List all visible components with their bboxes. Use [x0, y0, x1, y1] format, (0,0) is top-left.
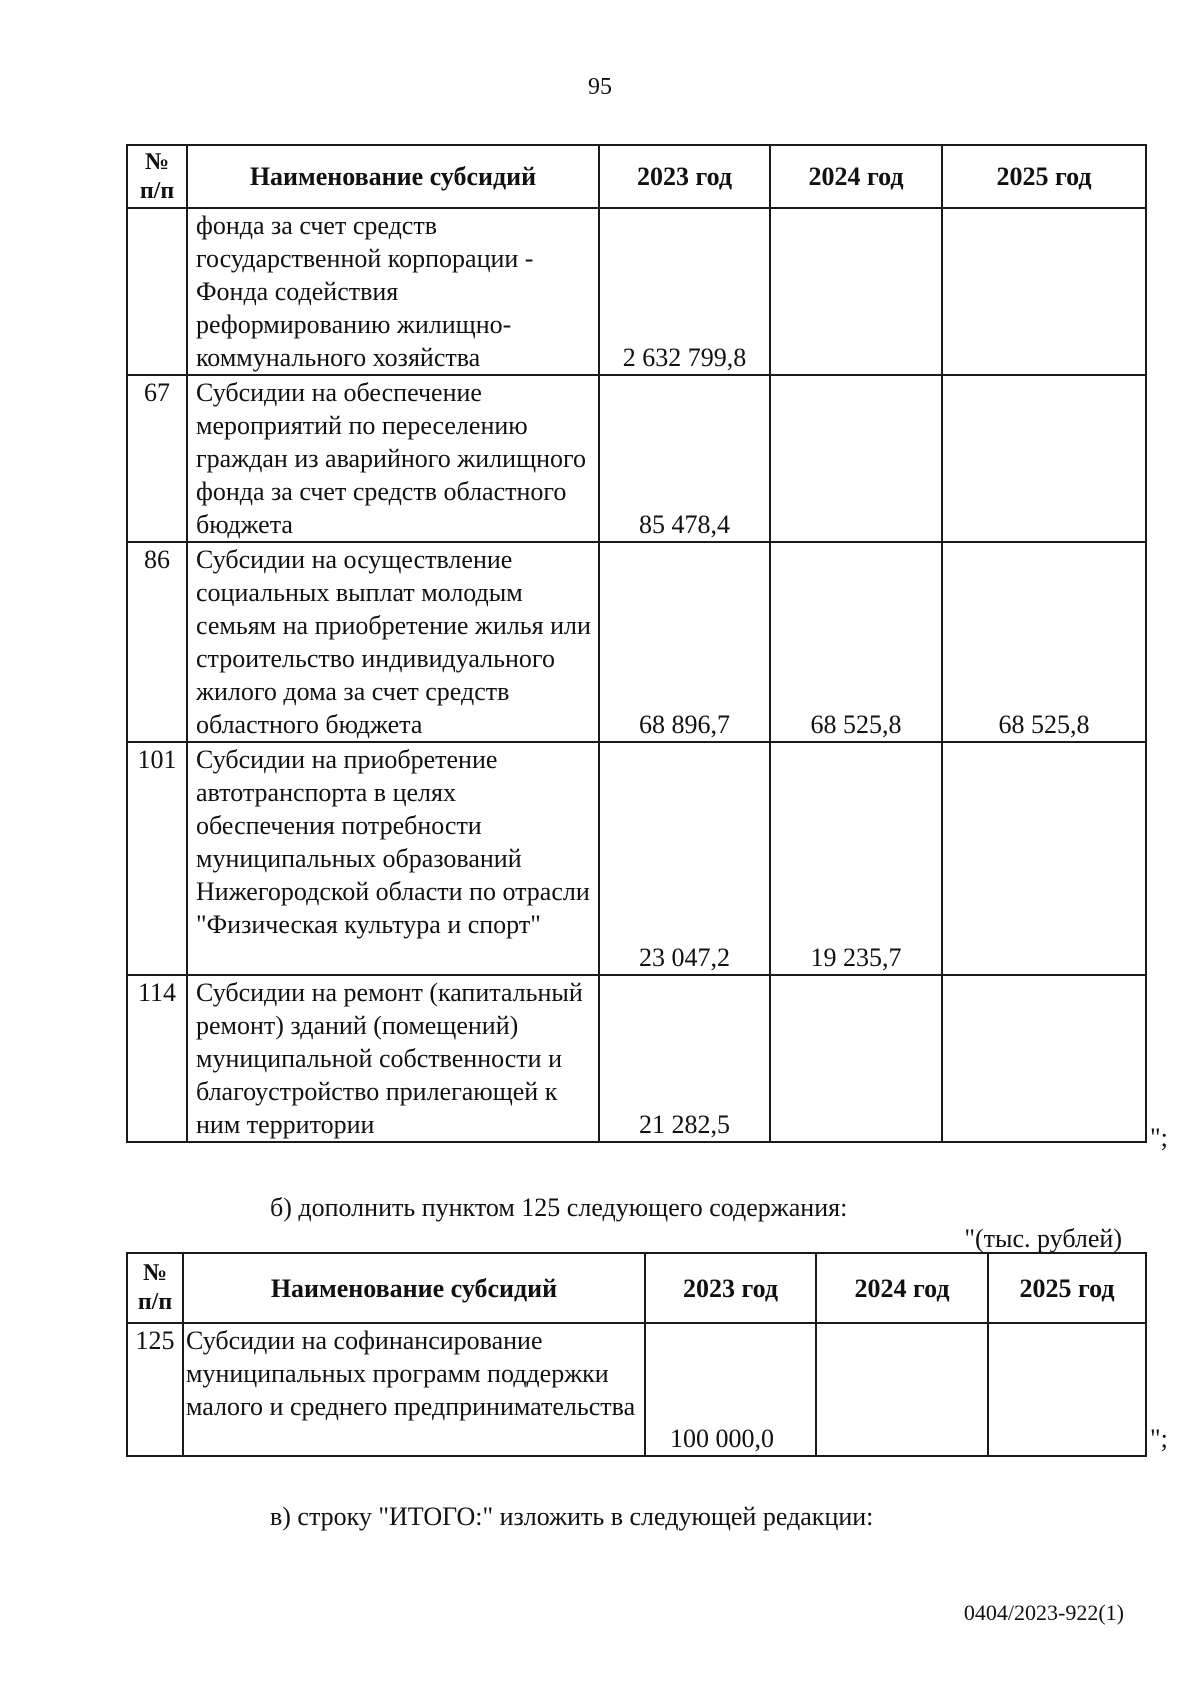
row-value-2025: [988, 1323, 1146, 1456]
subsidies-table: [126, 144, 1147, 1143]
row-value-2024: 68 525,8: [770, 542, 942, 742]
row-value-2024: [770, 208, 942, 375]
row-value-2024: [816, 1323, 988, 1456]
table-row: [127, 542, 1146, 742]
row-name: Субсидии на ремонт (капитальный ремонт) зданий (помещений) муниципальной собственности и благоустройство прилегающей к ним территории: [187, 975, 599, 1142]
column-header-2025: 2025 год: [988, 1253, 1146, 1323]
row-value-2025: 68 525,8: [942, 542, 1146, 742]
row-number: 114: [127, 975, 187, 1142]
row-value-2025: [942, 742, 1146, 975]
row-name: Субсидии на осуществление социальных выплат молодым семьям на приобретение жилья или строительство индивидуального жилого дома за счет средств областного бюджета: [187, 542, 599, 742]
table-row: [127, 975, 1146, 1142]
row-number: 101: [127, 742, 187, 975]
column-header-number: № п/п: [127, 1253, 183, 1323]
document-code: 0404/2023-922(1): [963, 1600, 1124, 1625]
row-name: Субсидии на софинансирование муниципальных программ поддержки малого и среднего предпринимательства: [183, 1323, 645, 1456]
column-header-number: № п/п: [127, 145, 187, 208]
row-number: 86: [127, 542, 187, 742]
closing-quote: ";: [1150, 1424, 1168, 1453]
row-name: Субсидии на обеспечение мероприятий по переселению граждан из аварийного жилищного фонда за счет средств областного бюджета: [187, 375, 599, 542]
page-number: 95: [588, 74, 612, 100]
subsidies-table-addition: [126, 1252, 1147, 1457]
row-value-2025: [942, 208, 1146, 375]
row-value-2023: 100 000,0: [645, 1323, 816, 1456]
row-value-2025: [942, 375, 1146, 542]
row-value-2023: 23 047,2: [599, 742, 770, 975]
row-value-2024: 19 235,7: [770, 742, 942, 975]
column-header-2023: 2023 год: [645, 1253, 816, 1323]
table-row: [127, 742, 1146, 975]
row-value-2024: [770, 975, 942, 1142]
column-header-2024: 2024 год: [770, 145, 942, 208]
paragraph-b: б) дополнить пунктом 125 следующего содержания:: [270, 1193, 848, 1222]
row-number: 67: [127, 375, 187, 542]
column-header-2025: 2025 год: [942, 145, 1146, 208]
column-header-2024: 2024 год: [816, 1253, 988, 1323]
row-value-2023: 2 632 799,8: [599, 208, 770, 375]
row-number: 125: [127, 1323, 183, 1456]
row-name: Субсидии на приобретение автотранспорта в целях обеспечения потребности муниципальных образований Нижегородской области по отрасли "Физическая культура и спорт": [187, 742, 599, 975]
row-name: фонда за счет средств государственной корпорации - Фонда содействия реформированию жилищно-коммунального хозяйства: [187, 208, 599, 375]
row-value-2023: 21 282,5: [599, 975, 770, 1142]
table-row: [127, 1323, 1146, 1456]
row-value-2023: 85 478,4: [599, 375, 770, 542]
units-label: "(тыс. рублей): [964, 1224, 1122, 1253]
row-value-2024: [770, 375, 942, 542]
row-number: [127, 208, 187, 375]
row-value-2025: [942, 975, 1146, 1142]
paragraph-c: в) строку "ИТОГО:" изложить в следующей редакции:: [270, 1502, 874, 1531]
table-row: [127, 208, 1146, 375]
closing-quote: ";: [1150, 1123, 1168, 1152]
column-header-2023: 2023 год: [599, 145, 770, 208]
column-header-name: Наименование субсидий: [187, 145, 599, 208]
column-header-name: Наименование субсидий: [183, 1253, 645, 1323]
row-value-2023: 68 896,7: [599, 542, 770, 742]
table-row: [127, 375, 1146, 542]
